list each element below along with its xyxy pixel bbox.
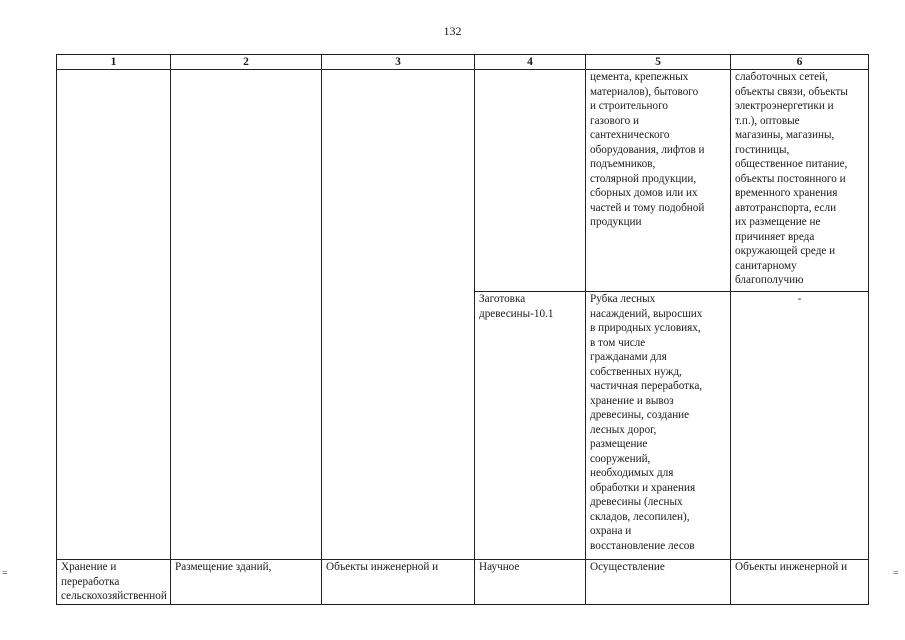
cell-r3-c4: Научное [475, 560, 586, 605]
header-col-5: 5 [586, 55, 731, 70]
cell-r1-c3 [322, 70, 475, 560]
cell-r3-c5: Осуществление [586, 560, 731, 605]
cell-r3-c3: Объекты инженерной и [322, 560, 475, 605]
table-row [57, 560, 869, 605]
cell-r1-c4 [475, 70, 586, 292]
cell-r1-c1 [57, 70, 171, 560]
header-col-6: 6 [731, 55, 869, 70]
right-margin-mark: = [893, 568, 899, 579]
header-col-4: 4 [475, 55, 586, 70]
header-col-3: 3 [322, 55, 475, 70]
header-col-1: 1 [57, 55, 171, 70]
cell-r1-c6: слаботочных сетей, объекты связи, объекты электроэнергетики и т.п.), оптовые магазины, магазины, гостиницы, общественное питание, объекты постоянного и временного хранения автотранспорта, если их размещение не причиняет вреда окружающей среде и санитарному благополучию [731, 70, 869, 292]
cell-r3-c2: Размещение зданий, [171, 560, 322, 605]
cell-r2-c6: - [731, 292, 869, 560]
cell-r3-c1: Хранение и переработка сельскохозяйственной [57, 560, 171, 605]
land-use-table [56, 54, 869, 605]
page-number: 132 [443, 24, 462, 38]
cell-r2-c5: Рубка лесных насаждений, выросших в природных условиях, в том числе гражданами для собственных нужд, частичная переработка, хранение и вывоз древесины, создание лесных дорог, размещение сооружений, необходимых для обработки и хранения древесины (лесных складов, лесопилен), охрана и восстановление лесов [586, 292, 731, 560]
table-row [57, 70, 869, 292]
cell-r3-c6: Объекты инженерной и [731, 560, 869, 605]
header-col-2: 2 [171, 55, 322, 70]
cell-r1-c5: цемента, крепежных материалов), бытового и строительного газового и сантехнического оборудования, лифтов и подъемников, столярной продукции, сборных домов или их частей и тому подобной продукции [586, 70, 731, 292]
left-margin-mark: = [2, 568, 8, 579]
header-row [57, 55, 869, 70]
cell-r1-c2 [171, 70, 322, 560]
cell-r2-c4: Заготовка древесины-10.1 [475, 292, 586, 560]
